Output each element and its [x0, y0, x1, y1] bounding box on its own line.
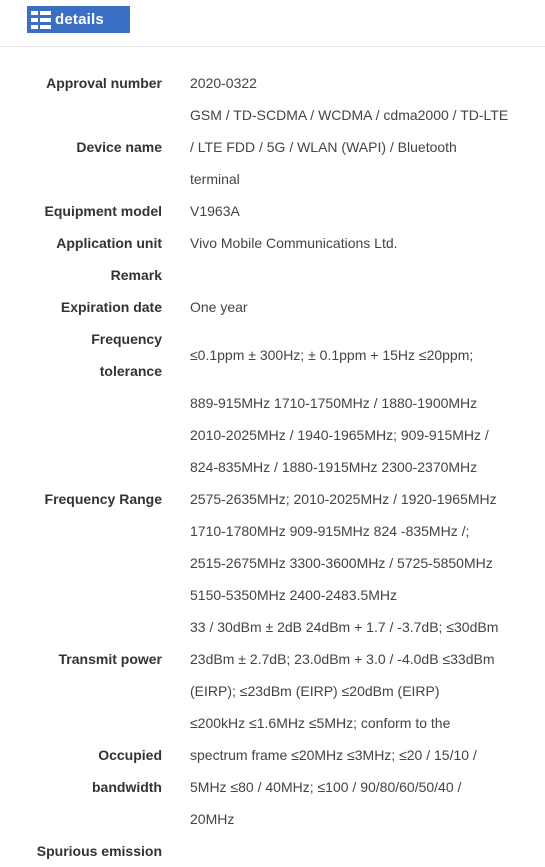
label-line: bandwidth	[92, 779, 162, 795]
details-tab[interactable]	[27, 6, 130, 33]
device-name-value	[190, 99, 520, 195]
value-line: ≤200kHz ≤1.6MHz ≤5MHz; conform to the	[190, 715, 451, 731]
row-equipment-model	[0, 195, 545, 227]
value-line: 2010-2025MHz / 1940-1965MHz; 909-915MHz /	[190, 427, 489, 443]
frequency-tolerance-value	[190, 339, 520, 371]
row-frequency-range	[0, 387, 545, 611]
details-table	[0, 67, 545, 867]
value-line: 33 / 30dBm ± 2dB 24dBm + 1.7 / -3.7dB; ≤30dBm	[190, 619, 499, 635]
row-transmit-power	[0, 611, 545, 707]
row-expiration-date	[0, 291, 545, 323]
label-line: Frequency	[91, 331, 162, 347]
value-line: (EIRP); ≤23dBm (EIRP) ≤20dBm (EIRP)	[190, 683, 440, 699]
value-line: ≤0.1ppm ± 300Hz; ± 0.1ppm + 15Hz ≤20ppm;	[190, 347, 474, 363]
row-frequency-tolerance	[0, 323, 545, 387]
value-line: Vivo Mobile Communications Ltd.	[190, 235, 398, 251]
value-line: 2575-2635MHz; 2010-2025MHz / 1920-1965MHz	[190, 491, 497, 507]
details-tab-label: details	[55, 11, 104, 28]
frequency-range-value	[190, 387, 520, 611]
approval-number-value	[190, 67, 520, 99]
spurious-emission-label: Spurious emission	[36, 843, 162, 859]
row-spurious-emission	[0, 835, 545, 867]
equipment-model-value	[190, 195, 520, 227]
value-line: 5MHz ≤80 / 40MHz; ≤100 / 90/80/60/50/40 /	[190, 779, 462, 795]
value-line: GSM / TD-SCDMA / WCDMA / cdma2000 / TD-LTE	[190, 107, 509, 123]
label-line: Occupied	[98, 747, 162, 763]
row-device-name	[0, 99, 545, 195]
value-line: One year	[190, 299, 248, 315]
value-line: terminal	[190, 171, 240, 187]
occupied-bandwidth-value	[190, 707, 520, 835]
list-icon	[31, 11, 51, 29]
application-unit-value	[190, 227, 520, 259]
row-occupied-bandwidth	[0, 707, 545, 835]
label-line: tolerance	[99, 363, 162, 379]
value-line: 23dBm ± 2.7dB; 23.0dBm + 3.0 / -4.0dB ≤33dBm	[190, 651, 495, 667]
expiration-date-label: Expiration date	[60, 299, 162, 315]
expiration-date-value	[190, 291, 520, 323]
application-unit-label: Application unit	[56, 235, 162, 251]
value-line: 20MHz	[190, 811, 235, 827]
value-line: 824-835MHz / 1880-1915MHz 2300-2370MHz	[190, 459, 478, 475]
row-remark	[0, 259, 545, 291]
value-line: 2515-2675MHz 3300-3600MHz / 5725-5850MHz	[190, 555, 493, 571]
approval-number-label: Approval number	[46, 75, 162, 91]
value-line: 2020-0322	[190, 75, 257, 91]
value-line: spectrum frame ≤20MHz ≤3MHz; ≤20 / 15/10 /	[190, 747, 477, 763]
device-name-label: Device name	[76, 139, 162, 155]
frequency-tolerance-label	[0, 323, 162, 387]
occupied-bandwidth-label	[0, 739, 162, 803]
value-line: V1963A	[190, 203, 240, 219]
value-line: / LTE FDD / 5G / WLAN (WAPI) / Bluetooth	[190, 139, 457, 155]
row-approval-number	[0, 67, 545, 99]
equipment-model-label: Equipment model	[44, 203, 162, 219]
remark-label: Remark	[110, 267, 162, 283]
header-bar	[0, 0, 545, 47]
transmit-power-value	[190, 611, 520, 707]
value-line: 5150-5350MHz 2400-2483.5MHz	[190, 587, 398, 603]
frequency-range-label: Frequency Range	[44, 491, 162, 507]
value-line: 889-915MHz 1710-1750MHz / 1880-1900MHz	[190, 395, 478, 411]
transmit-power-label: Transmit power	[58, 651, 162, 667]
value-line: 1710-1780MHz 909-915MHz 824 -835MHz /;	[190, 523, 470, 539]
row-application-unit	[0, 227, 545, 259]
